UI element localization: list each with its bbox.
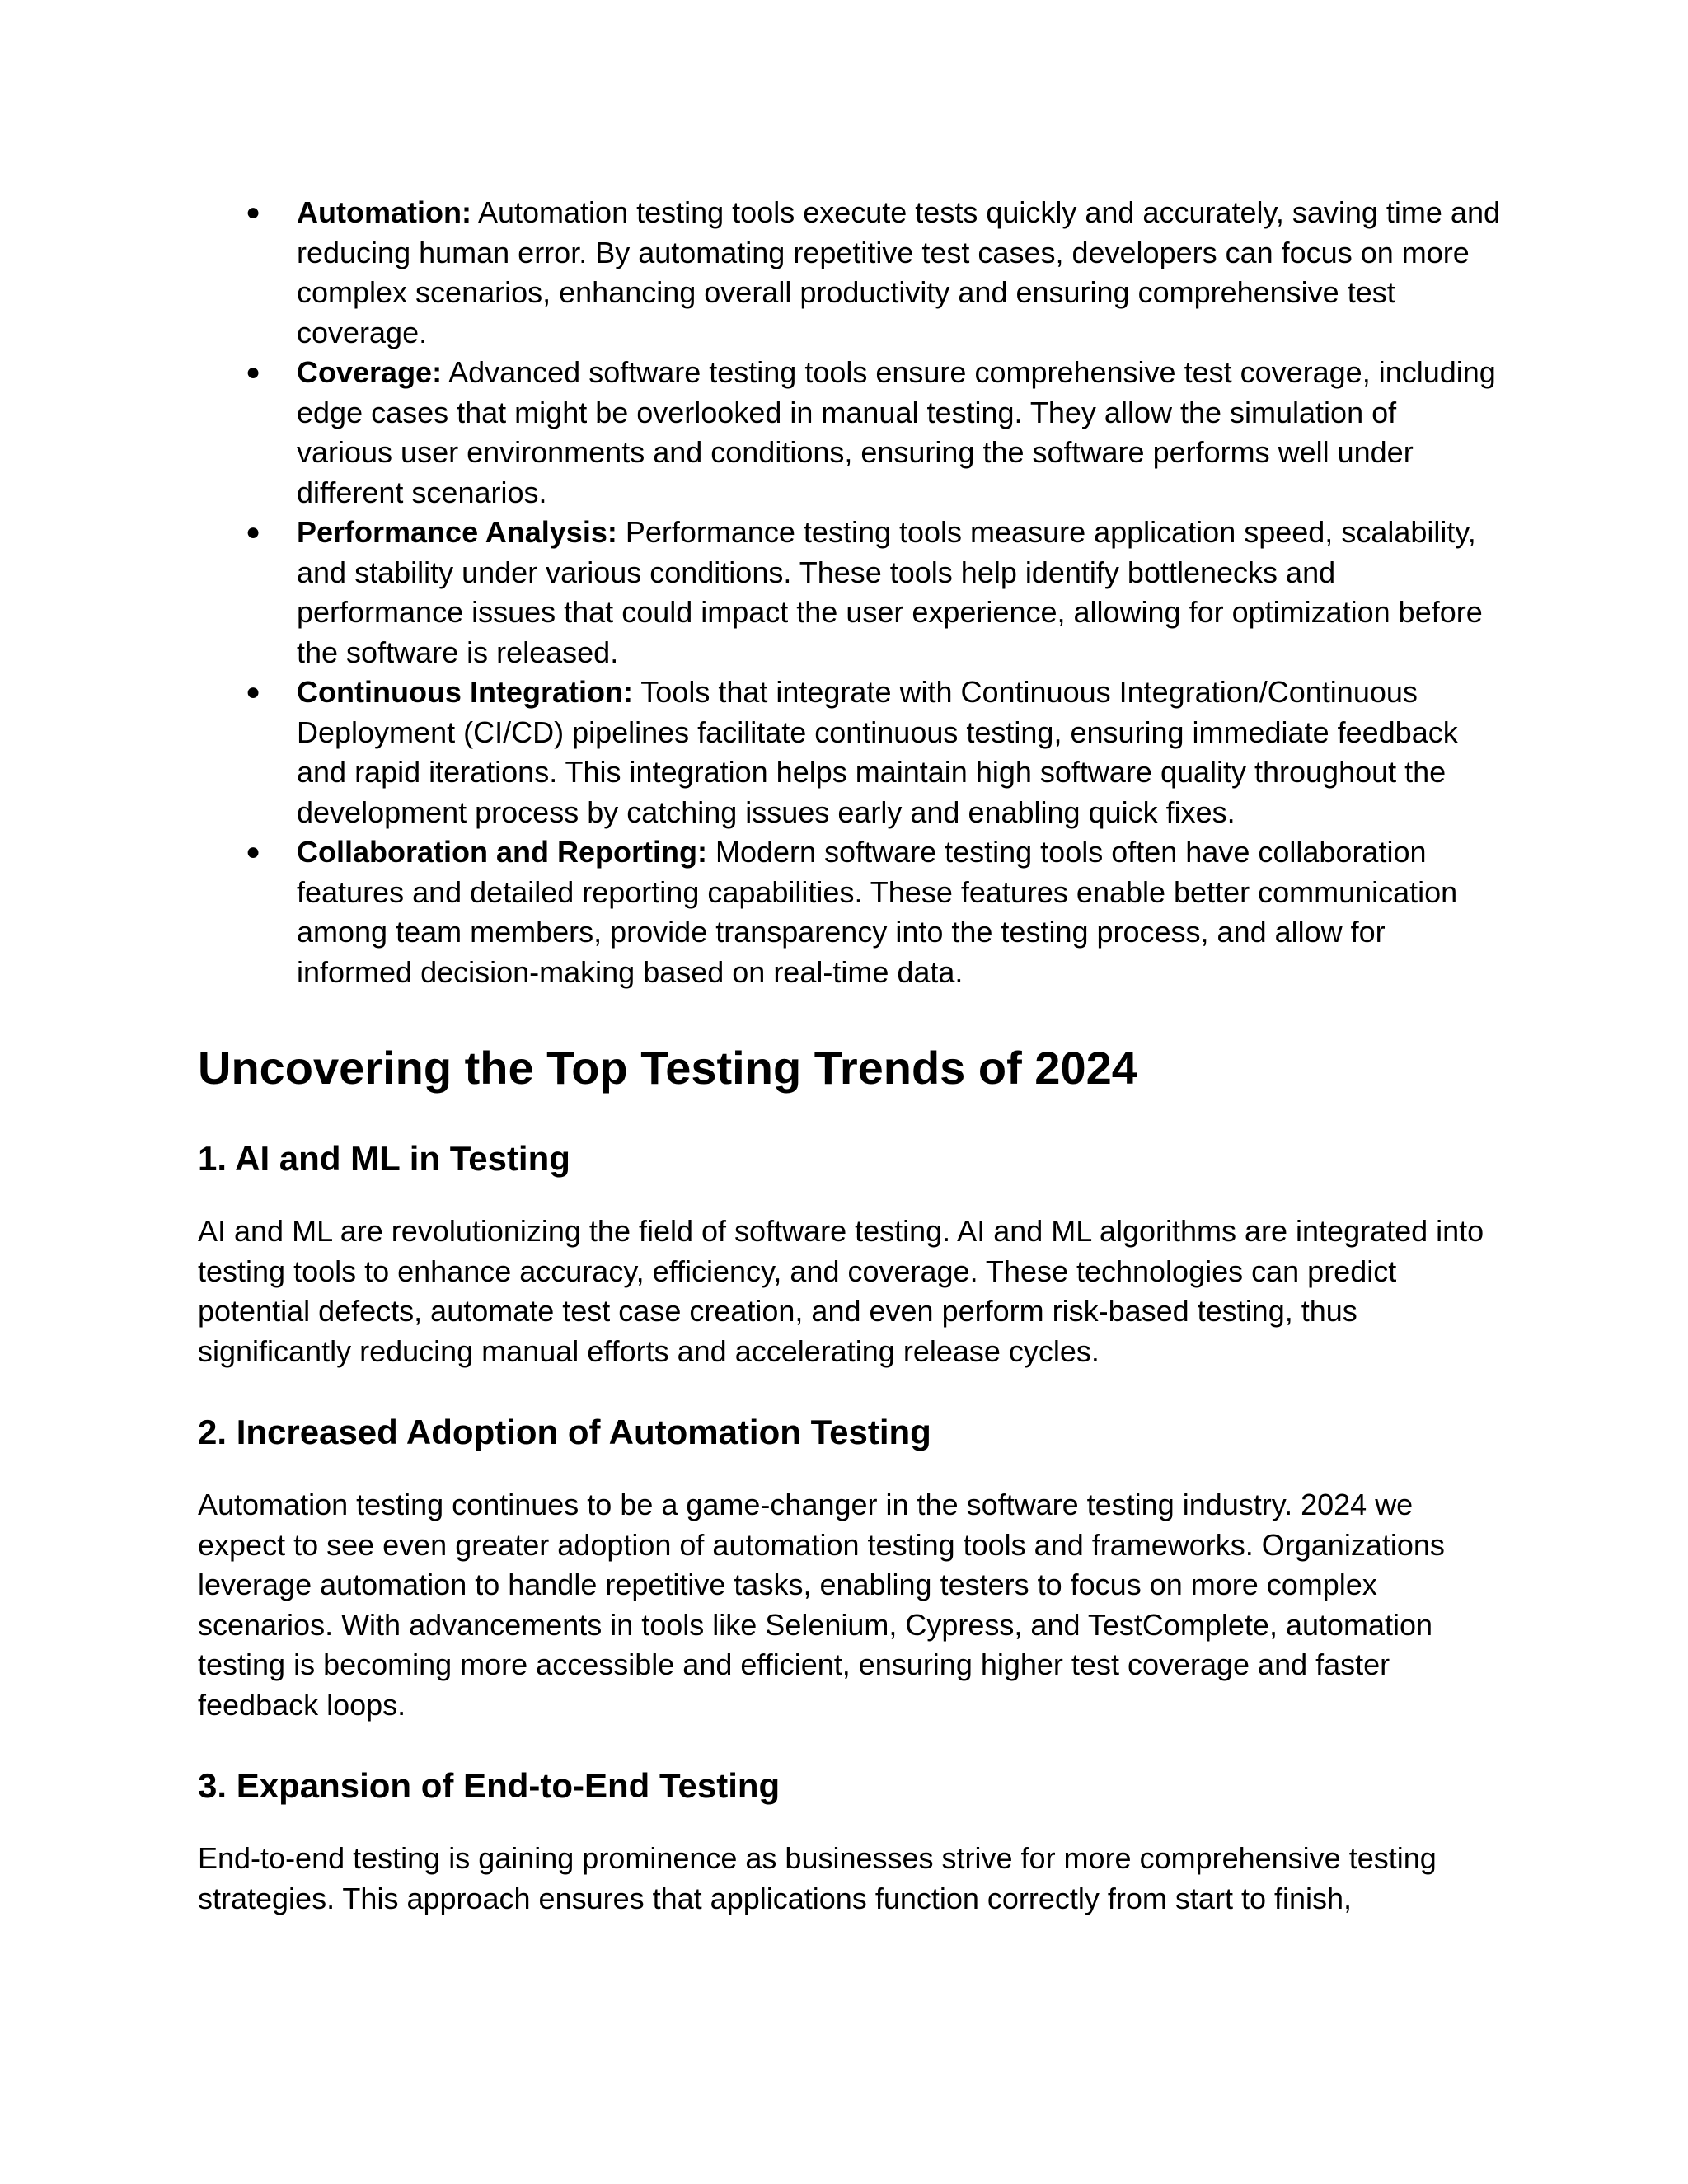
document-page [198, 193, 1500, 1919]
list-item-label: Performance Analysis: [297, 515, 617, 549]
section-body-automation: Automation testing continues to be a game-changer in the software testing industry. 2024 we expect to see even greater adoption of automation testing tools and frameworks. Organizations leverage automation to handle repetitive tasks, enabling testers to focus on more complex scenarios. With advancements in tools like Selenium, Cypress, and TestComplete, automation testing is becoming more accessible and efficient, ensuring higher test coverage and faster feedback loops. [198, 1488, 1445, 1722]
section-heading-ai-ml: 1. AI and ML in Testing [198, 1139, 570, 1178]
section-body-end-to-end: End-to-end testing is gaining prominence as businesses strive for more comprehensive testing strategies. This approach ensures that applications function correctly from start to finish, [198, 1841, 1437, 1915]
list-item-text: Tools that integrate with Continuous Integration/Continuous Deployment (CI/CD) pipelines facilitate continuous testing, ensuring immediate feedback and rapid iterations. This integration helps maintain high software quality throughout the development process by catching issues early and enabling quick fixes. [297, 675, 1458, 829]
list-item [198, 353, 1500, 513]
list-item [198, 832, 1500, 992]
list-item-label: Coverage: [297, 355, 443, 389]
bullet-icon: ● [246, 678, 261, 705]
list-item [198, 193, 1500, 353]
bullet-icon: ● [246, 199, 261, 226]
list-item-text: Advanced software testing tools ensure comprehensive test coverage, including edge cases that might be overlooked in manual testing. They allow the simulation of various user environments and conditions, ensuring the software performs well under different scenarios. [297, 355, 1496, 509]
list-item-label: Collaboration and Reporting: [297, 835, 707, 869]
list-item-label: Automation: [297, 195, 471, 229]
section-heading-end-to-end: 3. Expansion of End-to-End Testing [198, 1766, 781, 1805]
list-item-text: Automation testing tools execute tests quickly and accurately, saving time and reducing human error. By automating repetitive test cases, developers can focus on more complex scenarios, enhancing overall productivity and ensuring comprehensive test coverage. [297, 195, 1500, 349]
benefits-list [198, 193, 1500, 992]
list-item [198, 513, 1500, 673]
section-heading-automation: 2. Increased Adoption of Automation Testing [198, 1413, 931, 1451]
bullet-icon: ● [246, 518, 261, 546]
list-item-label: Continuous Integration: [297, 675, 633, 709]
list-item-text: Modern software testing tools often have collaboration features and detailed reporting capabilities. These features enable better communication among team members, provide transparency into the testing process, and allow for informed decision-making based on real-time data. [297, 835, 1458, 989]
bullet-icon: ● [246, 838, 261, 865]
list-item [198, 673, 1500, 832]
main-heading: Uncovering the Top Testing Trends of 2024 [198, 1042, 1137, 1094]
section-body-ai-ml: AI and ML are revolutionizing the field of software testing. AI and ML algorithms are integrated into testing tools to enhance accuracy, efficiency, and coverage. These technologies can predict potential defects, automate test case creation, and even perform risk-based testing, thus significantly reducing manual efforts and accelerating release cycles. [198, 1214, 1484, 1368]
bullet-icon: ● [246, 359, 261, 386]
list-item-text: Performance testing tools measure application speed, scalability, and stability under various conditions. These tools help identify bottlenecks and performance issues that could impact the user experience, allowing for optimization before the software is released. [297, 515, 1483, 669]
